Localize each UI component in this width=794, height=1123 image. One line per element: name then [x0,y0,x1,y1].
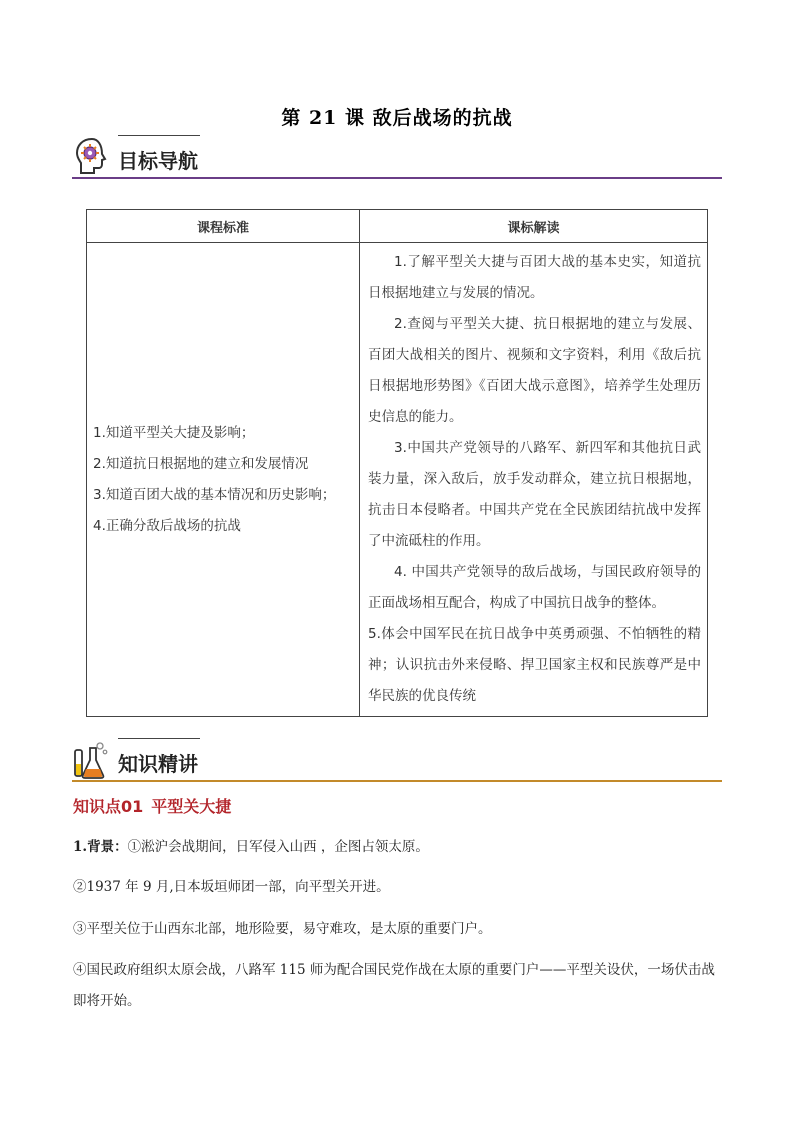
interpretation-item: 5.体会中国军民在抗日战争中英勇顽强、不怕牺牲的精神；认识抗击外来侵略、捍卫国家主权和民族尊严是中华民族的优良传统 [368,626,701,704]
interpretation-item: 3.中国共产党领导的八路军、新四军和其他抗日武装力量，深入敌后，放手发动群众，建立抗日根据地，抗击日本侵略者。中国共产党在全民族团结抗战中发挥了中流砥柱的作用。 [368,440,701,549]
section-title: 知识精讲 [118,752,198,776]
standard-item: 1.知道平型关大捷及影响； [93,424,255,441]
document-title: 第 21 课 敌后战场的抗战 [281,107,513,129]
interpretation-item: 2.查阅与平型关大捷、抗日根据地的建立与发展、百团大战相关的图片、视频和文字资料，利用《敌后抗日根据地形势图》《百团大战示意图》，培养学生处理历史信息的能力。 [368,316,701,425]
background-label: 1.背景： [73,839,128,855]
knowledge-point-heading [73,794,231,817]
standard-item: 2.知道抗日根据地的建立和发展情况 [93,455,309,472]
section-header-goals [72,135,722,179]
body-paragraph [73,955,723,1017]
interpretation-item: 4. 中国共产党领导的敌后战场，与国民政府领导的正面战场相互配合，构成了中国抗日战争的整体。 [368,564,701,611]
column-header-interpretation: 课标解读 [360,210,708,243]
background-item: ④国民政府组织太原会战，八路军 115 师为配合国民党作战在太原的重要门户——平型关设伏，一场伏击战即将开始。 [73,962,715,1009]
section-header-knowledge [72,738,722,782]
knowledge-point-title: 平型关大捷 [151,797,232,816]
header-decoration-line [118,135,200,136]
header-decoration-line [118,738,200,739]
background-item: ③平型关位于山西东北部，地形险要，易守难攻，是太原的重要门户。 [73,921,492,937]
table-header-row [87,210,708,243]
section-title: 目标导航 [118,149,198,173]
body-paragraph [73,914,723,945]
table-row [87,243,708,717]
standards-cell [87,243,360,717]
goals-table [86,209,708,717]
body-paragraph [73,872,723,903]
standard-item: 4.正确分敌后战场的抗战 [93,517,241,534]
knowledge-point-tag: 知识点01 [73,797,144,816]
section-rule [72,780,722,782]
interpretation-cell [360,243,708,717]
background-item: ②1937 年 9 月,日本坂垣师团一部，向平型关开进。 [73,879,390,895]
flask-icon [72,738,112,780]
column-header-standard: 课程标准 [87,210,360,243]
background-item: ①淞沪会战期间，日军侵入山西 ，企图占领太原。 [127,839,429,855]
body-paragraph [73,832,723,863]
interpretation-item: 1.了解平型关大捷与百团大战的基本史实，知道抗日根据地建立与发展的情况。 [368,254,701,301]
standard-item: 3.知道百团大战的基本情况和历史影响； [93,486,336,503]
brain-gear-icon [72,135,112,177]
section-rule [72,177,722,179]
